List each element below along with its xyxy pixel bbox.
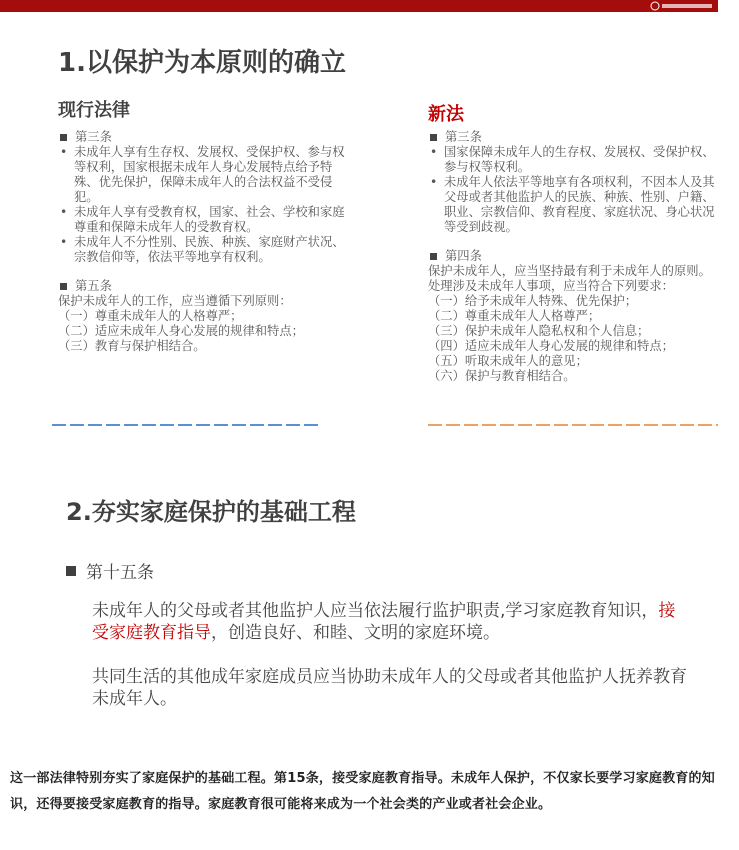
new-law-heading: 新法 [428, 104, 464, 125]
bullet-dot-icon: • [60, 235, 68, 249]
article-label [66, 558, 154, 583]
para1-text-after: ，创造良好、和睦、文明的家庭环境。 [211, 623, 500, 643]
article-heading-text: 第三条 [75, 130, 112, 144]
square-bullet-icon [430, 253, 437, 260]
para1-text-before: 未成年人的父母或者其他监护人应当依法履行监护职责,学习家庭教育知识， [92, 601, 659, 621]
current-law-body [58, 130, 348, 354]
slide2-title: 2.夯实家庭保护的基础工程 [66, 498, 356, 526]
blue-dashed-divider [52, 424, 318, 426]
bullet-text: 未成年人不分性别、民族、种族、家庭财产状况、宗教信仰等，依法平等地享有权利。 [74, 235, 345, 264]
bullet-item [428, 175, 718, 235]
article-line: （六）保护与教育相结合。 [428, 369, 576, 383]
article-line: 保护未成年人，应当坚持最有利于未成年人的原则。处理涉及未成年人事项，应当符合下列要求： [428, 264, 711, 293]
article-line: （五）听取未成年人的意见； [428, 354, 588, 368]
article-label-text: 第十五条 [86, 563, 154, 583]
square-bullet-icon [60, 134, 67, 141]
current-law-column [58, 96, 348, 354]
orange-dashed-divider [428, 424, 718, 426]
article-heading [58, 130, 348, 145]
bullet-dot-icon: • [60, 205, 68, 219]
slide-principle [0, 12, 739, 432]
article-line: （三）教育与保护相结合。 [58, 339, 206, 353]
section-gap [428, 235, 718, 249]
section-gap [58, 265, 348, 279]
square-bullet-icon [430, 134, 437, 141]
article-line: （一）尊重未成年人的人格尊严； [58, 309, 243, 323]
article-line: （一）给予未成年人特殊、优先保护； [428, 294, 638, 308]
article-heading-text: 第五条 [75, 279, 112, 293]
article-line: 保护未成年人的工作，应当遵循下列原则： [58, 294, 292, 308]
current-law-heading: 现行法律 [58, 100, 130, 121]
slide-family-protection [0, 470, 739, 730]
article-heading-text: 第四条 [445, 249, 482, 263]
article-heading [58, 279, 348, 294]
bullet-item [58, 235, 348, 265]
bullet-text: 未成年人享有生存权、发展权、受保护权、参与权等权利，国家根据未成年人身心发展特点给予特殊、优先保护，保障未成年人的合法权益不受侵犯。 [74, 145, 345, 204]
bullet-item [428, 145, 718, 175]
article-paragraph-2: 共同生活的其他成年家庭成员应当协助未成年人的父母或者其他监护人抚养教育未成年人。 [92, 667, 687, 709]
bullet-item [58, 205, 348, 235]
article-line: （四）适应未成年人身心发展的规律和特点； [428, 339, 674, 353]
bullet-text: 未成年人享有受教育权，国家、社会、学校和家庭尊重和保障未成年人的受教育权。 [74, 205, 345, 234]
para1-highlight: 接受家庭教育指导 [92, 601, 676, 643]
square-bullet-icon [66, 566, 76, 576]
commentary-caption: 这一部法律特别夯实了家庭保护的基础工程。第15条，接受家庭教育指导。未成年人保护，不仅家长要学习家庭教育的知识，还得要接受家庭教育的指导。家庭教育很可能将来成为一个社会类的产业或者社会企业。 [10, 771, 715, 812]
new-law-column [428, 96, 718, 384]
article-line: （二）适应未成年人身心发展的规律和特点； [58, 324, 304, 338]
new-law-body [428, 130, 718, 384]
bullet-dot-icon: • [430, 175, 438, 189]
bullet-dot-icon: • [60, 145, 68, 159]
article-heading-text: 第三条 [445, 130, 482, 144]
top-brand-bar [0, 0, 718, 12]
square-bullet-icon [60, 283, 67, 290]
article-line: （二）尊重未成年人人格尊严； [428, 309, 601, 323]
slide1-title: 1.以保护为本原则的确立 [58, 48, 346, 78]
article-line: （三）保护未成年人隐私权和个人信息； [428, 324, 650, 338]
bullet-text: 未成年人依法平等地享有各项权利，不因本人及其父母或者其他监护人的民族、种族、性别、户籍、职业、宗教信仰、教育程度、家庭状况、身心状况等受到歧视。 [444, 175, 715, 234]
bullet-dot-icon: • [430, 145, 438, 159]
bullet-text: 国家保障未成年人的生存权、发展权、受保护权、参与权等权利。 [444, 145, 715, 174]
article-paragraph-1 [92, 600, 692, 644]
university-logo-icon [650, 1, 714, 11]
article-heading [428, 249, 718, 264]
bullet-item [58, 145, 348, 205]
